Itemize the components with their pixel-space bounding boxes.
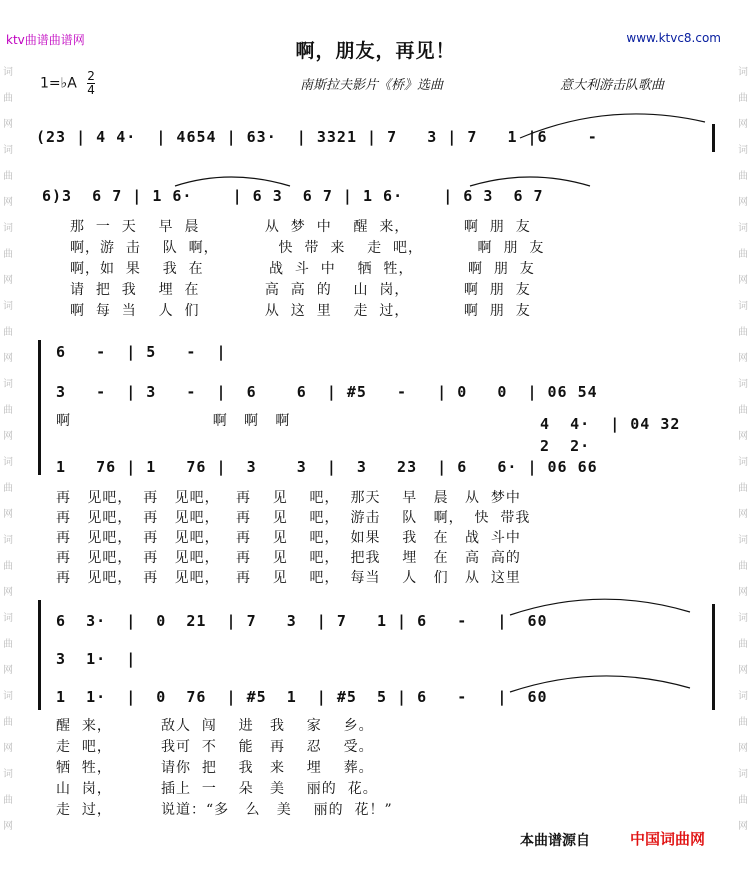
- watermark-glyph: 词: [738, 223, 748, 234]
- slur-3: [470, 177, 590, 186]
- system2-lyric-5: 啊 每 当 人 们 从 这 里 走 过， 啊 朋 友: [70, 303, 531, 319]
- watermark-glyph: 词: [3, 379, 13, 390]
- system4-lyric-3: 牺 牲， 请你 把 我 来 埋 葬。: [56, 760, 374, 776]
- watermark-glyph: 词: [3, 223, 13, 234]
- system3-middle-notes: 3 - | 3 - | 6 6 | #5 - | 0 0 | 06 54: [56, 383, 598, 401]
- watermark-glyph: 网: [3, 743, 13, 754]
- watermark-glyph: 网: [738, 665, 748, 676]
- site-logo-left[interactable]: ktv曲谱曲谱网: [6, 33, 85, 47]
- watermark-glyph: 网: [3, 275, 13, 286]
- watermark-glyph: 网: [738, 197, 748, 208]
- watermark-glyph: 词: [738, 613, 748, 624]
- watermark-glyph: 曲: [3, 249, 13, 260]
- system4-upper-notes: 6 3· | 0 21 | 7 3 | 7 1 | 6 - | 60: [56, 612, 548, 630]
- watermark-glyph: 网: [3, 665, 13, 676]
- system2-notes: 6)3 6 7 | 1 6· | 6 3 6 7 | 1 6· | 6 3 6 7: [42, 187, 544, 205]
- watermark-glyph: 网: [738, 821, 748, 832]
- watermark-glyph: 曲: [738, 639, 748, 650]
- system2-lyric-2: 啊，游 击 队 啊， 快 带 来 走 吧， 啊 朋 友: [70, 240, 545, 256]
- time-top: 2: [87, 69, 95, 83]
- footer-site-link[interactable]: 中国词曲网: [630, 830, 706, 848]
- watermark-glyph: 曲: [738, 795, 748, 806]
- watermark-glyph: 曲: [738, 93, 748, 104]
- system4-lyric-4: 山 岗， 插上 一 朵 美 丽的 花。: [56, 781, 378, 797]
- watermark-glyph: 曲: [3, 327, 13, 338]
- song-credit: 意大利游击队歌曲: [560, 78, 665, 93]
- watermark-glyph: 词: [3, 145, 13, 156]
- system3-harmony-a: 4 4· | 04 32: [540, 415, 681, 433]
- watermark-glyph: 网: [738, 275, 748, 286]
- system3-lower-notes: 1 76 | 1 76 | 3 3 | 3 23 | 6 6· | 06 66: [56, 458, 598, 476]
- system4-lyric-1: 醒 来， 敌人 闯 进 我 家 乡。: [56, 718, 374, 734]
- system2-lyric-3: 啊，如 果 我 在 战 斗 中 牺 牲， 啊 朋 友: [70, 261, 535, 277]
- watermark-glyph: 词: [738, 457, 748, 468]
- watermark-glyph: 曲: [3, 717, 13, 728]
- watermark-glyph: 曲: [3, 171, 13, 182]
- watermark-glyph: 曲: [738, 405, 748, 416]
- slur-5: [510, 676, 690, 692]
- system4-middle-notes: 3 1· |: [56, 650, 137, 668]
- key-label: 1=♭A: [40, 75, 77, 92]
- system3-lyric-3: 再 见吧， 再 见吧， 再 见 吧， 如果 我 在 战 斗中: [56, 530, 521, 546]
- watermark-glyph: 网: [738, 431, 748, 442]
- watermark-glyph: 词: [738, 379, 748, 390]
- slur-4: [510, 599, 690, 615]
- watermark-glyph: 曲: [738, 561, 748, 572]
- watermark-glyph: 词: [3, 691, 13, 702]
- watermark-glyph: 词: [3, 613, 13, 624]
- song-subtitle: 南斯拉夫影片《桥》选曲: [300, 78, 444, 93]
- watermark-glyph: 曲: [3, 561, 13, 572]
- watermark-glyph: 词: [738, 67, 748, 78]
- watermark-glyph: 网: [738, 353, 748, 364]
- watermark-glyph: 网: [738, 119, 748, 130]
- watermark-glyph: 词: [738, 535, 748, 546]
- watermark-glyph: 网: [3, 821, 13, 832]
- watermark-glyph: 词: [738, 769, 748, 780]
- watermark-glyph: 网: [3, 197, 13, 208]
- watermark-glyph: 词: [738, 691, 748, 702]
- watermark-glyph: 曲: [738, 717, 748, 728]
- watermark-glyph: 网: [738, 587, 748, 598]
- watermark-glyph: 曲: [738, 249, 748, 260]
- watermark-glyph: 曲: [738, 327, 748, 338]
- footer-source: 本曲谱源自: [520, 833, 590, 849]
- watermark-glyph: 网: [738, 509, 748, 520]
- watermark-glyph: 词: [3, 535, 13, 546]
- watermark-glyph: 词: [3, 67, 13, 78]
- slur-2: [175, 177, 290, 186]
- system3-upper-notes: 6 - | 5 - |: [56, 343, 227, 361]
- watermark-glyph: 词: [3, 769, 13, 780]
- watermark-glyph: 曲: [738, 483, 748, 494]
- watermark-glyph: 曲: [3, 483, 13, 494]
- system3-lyric-4: 再 见吧， 再 见吧， 再 见 吧， 把我 埋 在 高 高的: [56, 550, 521, 566]
- system4-lyric-2: 走 吧， 我可 不 能 再 忍 受。: [56, 739, 374, 755]
- watermark-glyph: 词: [3, 457, 13, 468]
- system4-lower-notes: 1 1· | 0 76 | #5 1 | #5 5 | 6 - | 60: [56, 688, 548, 706]
- slur-1: [520, 114, 705, 138]
- watermark-glyph: 词: [738, 145, 748, 156]
- watermark-glyph: 词: [738, 301, 748, 312]
- watermark-glyph: 曲: [3, 639, 13, 650]
- watermark-glyph: 网: [3, 353, 13, 364]
- watermark-glyph: 曲: [3, 795, 13, 806]
- watermark-glyph: 曲: [3, 93, 13, 104]
- system3-lyric-5: 再 见吧， 再 见吧， 再 见 吧， 每当 人 们 从 这里: [56, 570, 521, 586]
- system1-notes: (23 | 4 4· | 4654 | 63· | 3321 | 7 3 | 7 1 |6 -: [36, 128, 598, 146]
- site-url-right[interactable]: www.ktvc8.com: [626, 31, 721, 45]
- watermark-glyph: 曲: [738, 171, 748, 182]
- watermark-glyph: 网: [3, 587, 13, 598]
- watermark-glyph: 网: [3, 119, 13, 130]
- watermark-glyph: 网: [738, 743, 748, 754]
- system3-lyric-2: 再 见吧， 再 见吧， 再 见 吧， 游击 队 啊， 快 带我: [56, 510, 531, 526]
- watermark-glyph: 网: [3, 509, 13, 520]
- time-bottom: 4: [87, 83, 95, 97]
- system3-ah-lyric: 啊 啊 啊 啊: [56, 413, 291, 429]
- watermark-glyph: 词: [3, 301, 13, 312]
- system3-harmony-b: 2 2·: [540, 437, 591, 455]
- system2-lyric-4: 请 把 我 埋 在 高 高 的 山 岗， 啊 朋 友: [70, 282, 531, 298]
- watermark-glyph: 网: [3, 431, 13, 442]
- system3-lyric-1: 再 见吧， 再 见吧， 再 见 吧， 那天 早 晨 从 梦中: [56, 490, 521, 506]
- system4-lyric-5: 走 过， 说道：“多 么 美 丽的 花！”: [56, 802, 393, 818]
- song-title: 啊，朋友，再见！: [295, 40, 456, 62]
- watermark-glyph: 曲: [3, 405, 13, 416]
- system2-lyric-1: 那 一 天 早 晨 从 梦 中 醒 来， 啊 朋 友: [70, 219, 531, 235]
